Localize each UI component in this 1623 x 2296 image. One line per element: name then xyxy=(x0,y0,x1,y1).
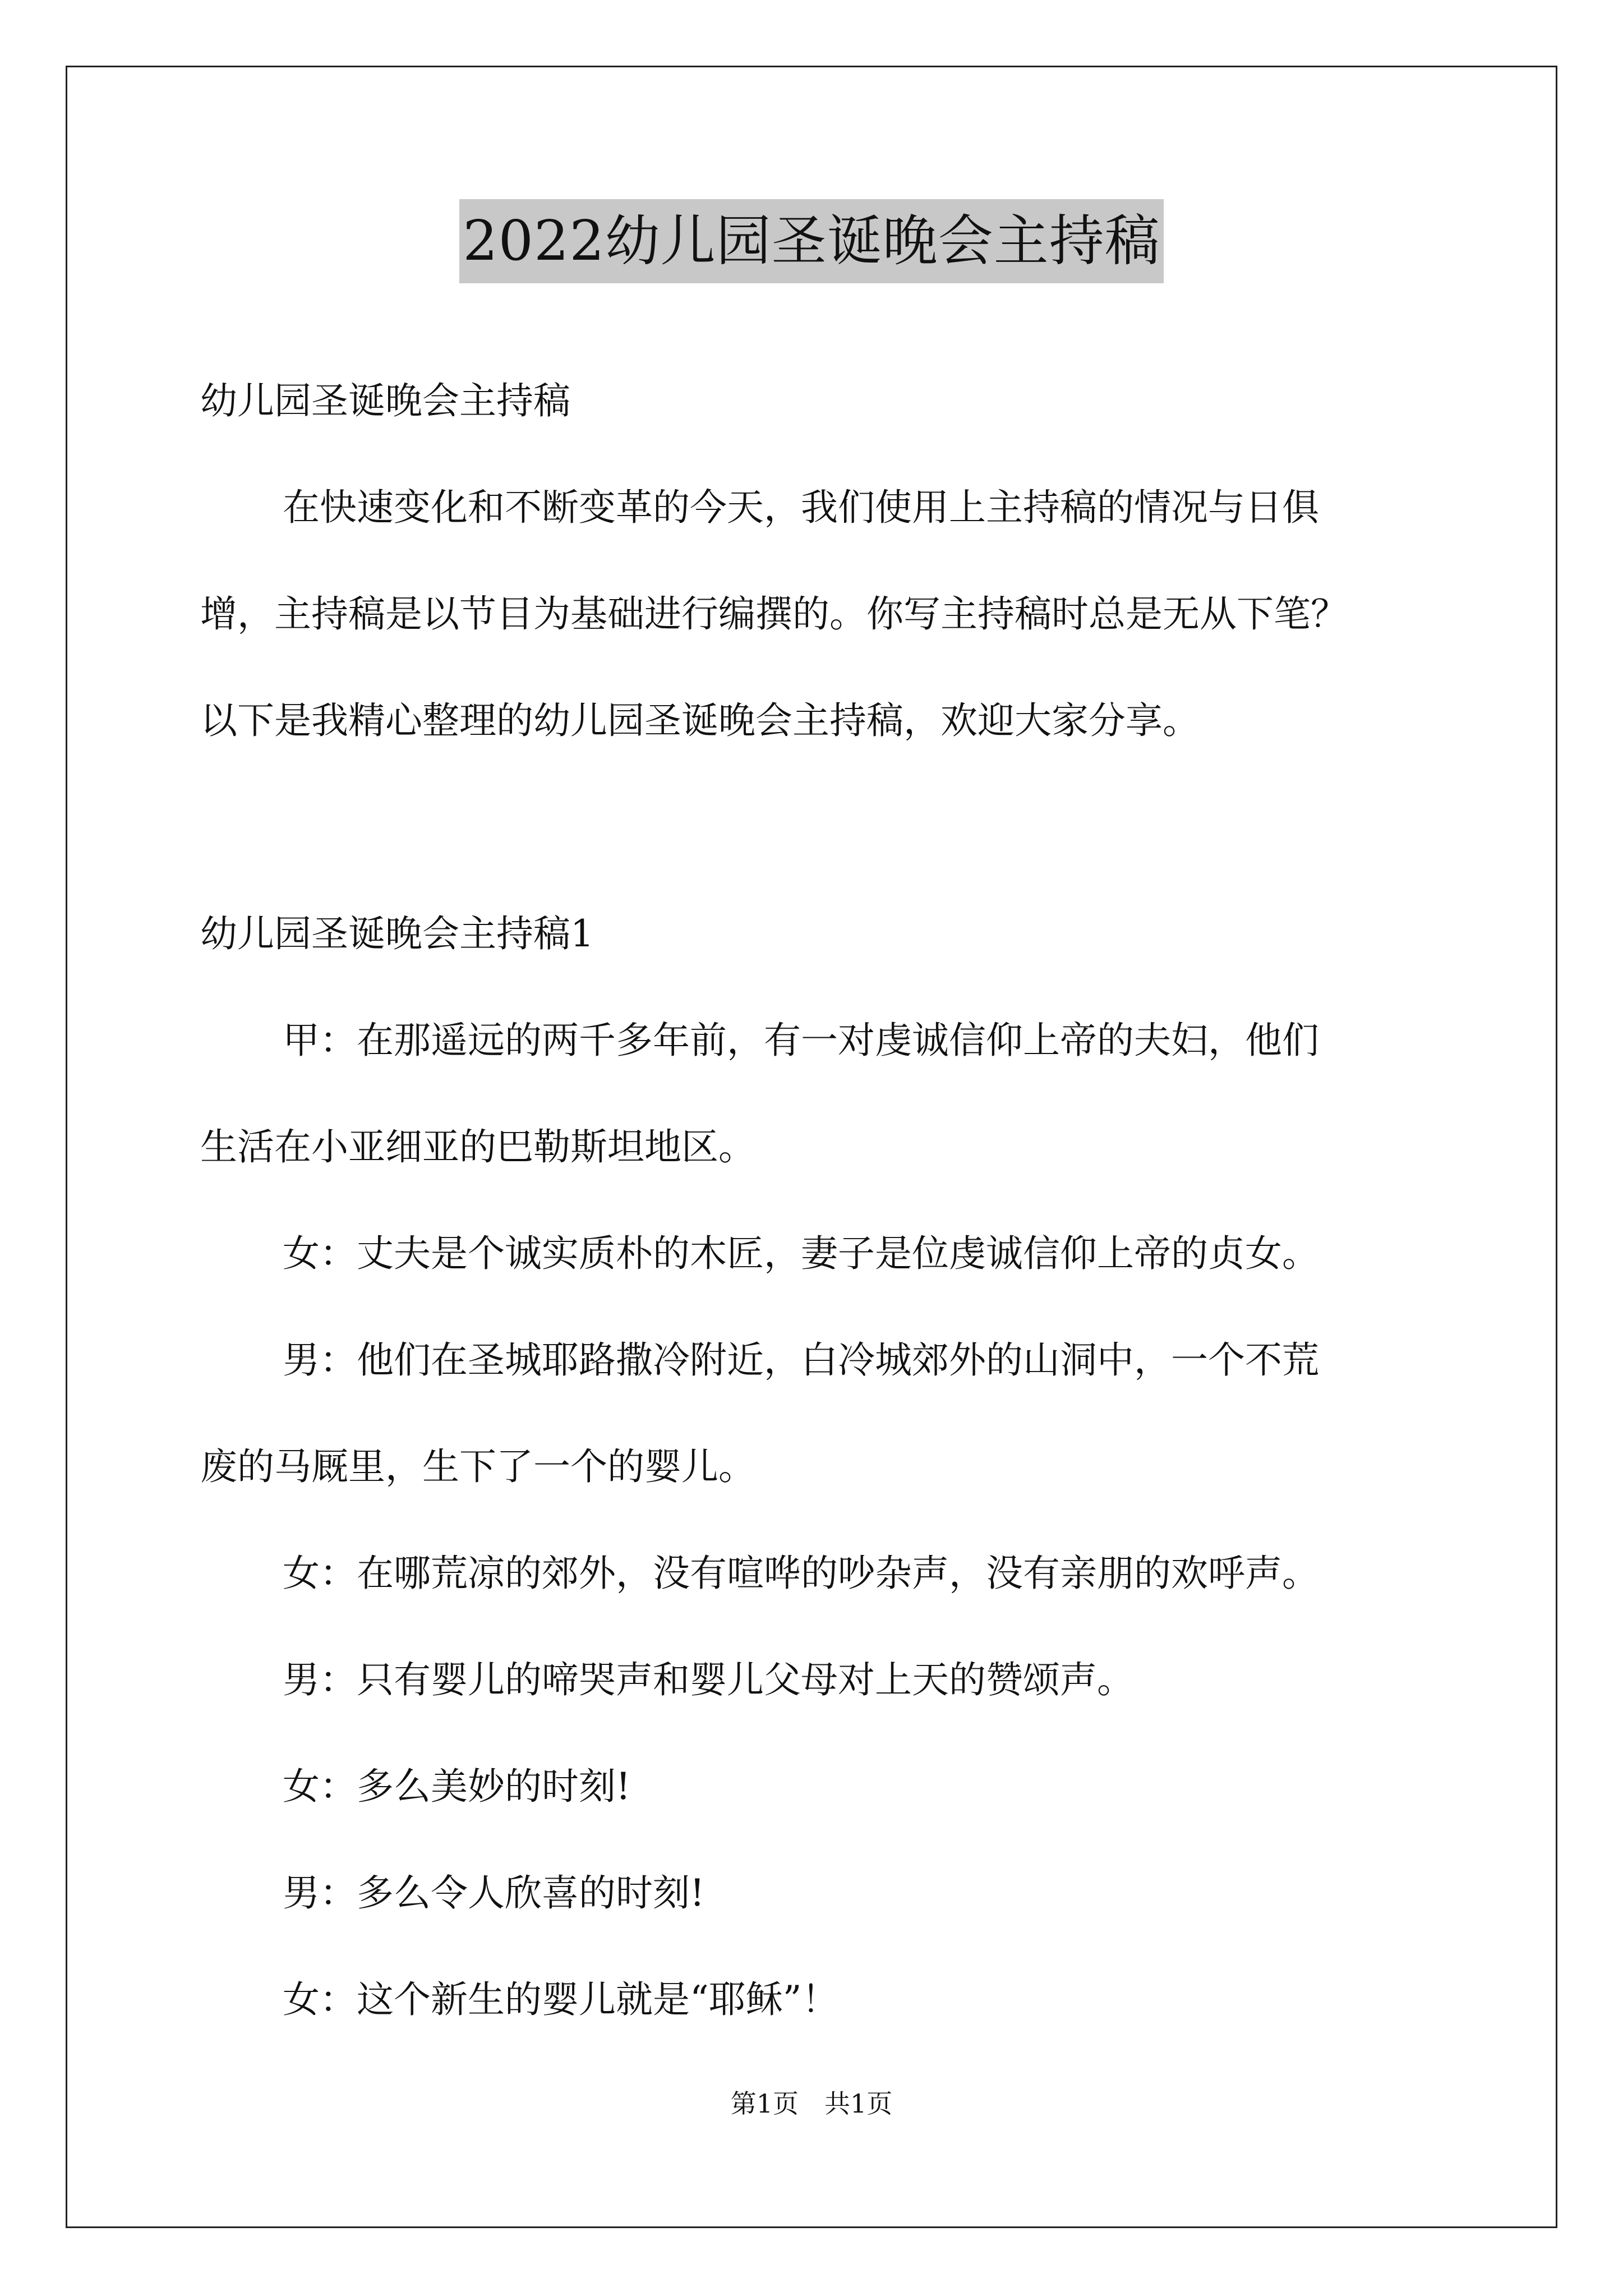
intro-line: 在快速变化和不断变革的今天，我们使用上主持稿的情况与日俱 xyxy=(283,486,1319,529)
dialogue-line xyxy=(200,1733,1434,1840)
intro-line: 以下是我精心整理的幼儿园圣诞晚会主持稿，欢迎大家分享。 xyxy=(200,699,1200,742)
document-title: 2022幼儿园圣诞晚会主持稿 xyxy=(459,199,1163,283)
intro-paragraph xyxy=(200,454,1434,774)
page-footer: 第1页 共1页 xyxy=(730,2088,893,2119)
spacer xyxy=(200,774,1434,881)
dialogue-text: 生活在小亚细亚的巴勒斯坦地区。 xyxy=(200,1125,755,1168)
dialogue-line xyxy=(200,1840,1434,1947)
dialogue-text: 女：在哪荒凉的郊外，没有喧哗的吵杂声，没有亲朋的欢呼声。 xyxy=(283,1552,1319,1595)
dialogue-text: 女：丈夫是个诚实质朴的木匠，妻子是位虔诚信仰上帝的贞女。 xyxy=(283,1232,1319,1275)
dialogue-line xyxy=(200,987,1434,1200)
section-heading: 幼儿园圣诞晚会主持稿1 xyxy=(200,912,594,955)
dialogue-line xyxy=(200,1627,1434,1733)
document-subtitle: 幼儿园圣诞晚会主持稿 xyxy=(200,379,570,422)
dialogue-text: 废的马厩里，生下了一个的婴儿。 xyxy=(200,1445,755,1488)
dialogue-line xyxy=(200,1947,1434,2053)
dialogue-text: 男：多么令人欣喜的时刻! xyxy=(283,1871,705,1915)
dialogue-text: 男：他们在圣城耶路撒冷附近，白冷城郊外的山洞中，一个不荒 xyxy=(283,1338,1319,1382)
dialogue-line xyxy=(200,1520,1434,1627)
document-body xyxy=(200,348,1434,2053)
dialogue-text: 甲：在那遥远的两千多年前，有一对虔诚信仰上帝的夫妇，他们 xyxy=(283,1019,1319,1062)
dialogue-line xyxy=(200,1307,1434,1520)
intro-line: 增，主持稿是以节目为基础进行编撰的。你写主持稿时总是无从下笔？ xyxy=(200,592,1348,636)
dialogue-text: 女：这个新生的婴儿就是“耶稣”！ xyxy=(283,1978,839,2021)
dialogue-text: 女：多么美妙的时刻! xyxy=(283,1765,631,1808)
dialogue-line xyxy=(200,1200,1434,1307)
title-container xyxy=(0,199,1623,283)
dialogue-text: 男：只有婴儿的啼哭声和婴儿父母对上天的赞颂声。 xyxy=(283,1658,1134,1701)
